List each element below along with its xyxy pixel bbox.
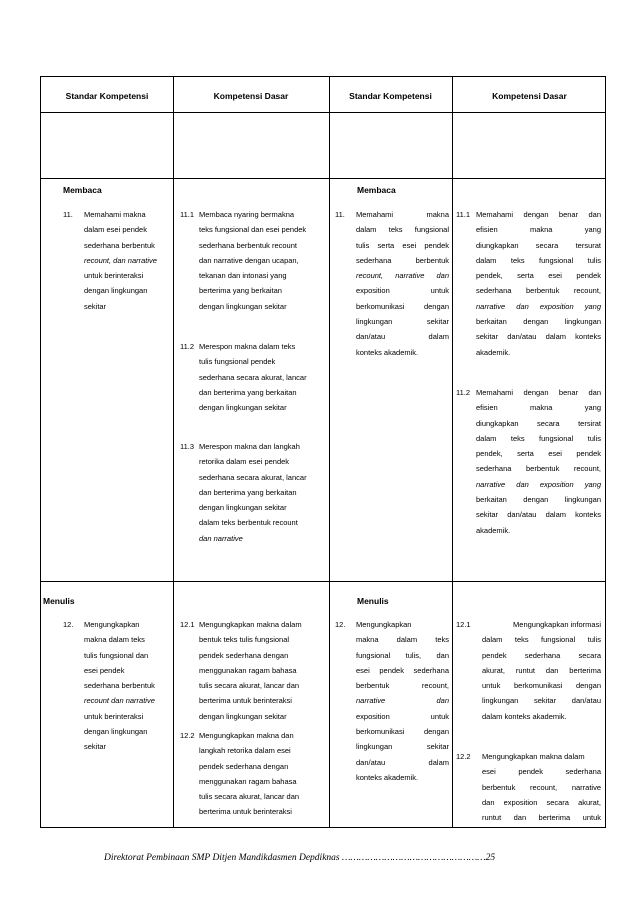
text-line: langkah retorika dalam esei — [199, 746, 291, 756]
text-line: sederhana berbentuk recount, — [476, 464, 601, 474]
text-line: narrative dan exposition yang — [476, 479, 601, 489]
text-line: tulis fungsional dan — [84, 650, 149, 660]
text-line: akademik. — [476, 525, 511, 535]
item-number: 11. — [63, 210, 73, 219]
text-line: sekitar dan/atau dalam konteks — [476, 332, 601, 342]
text-line: menggunakan ragam bahasa — [199, 665, 297, 675]
text-line: Memahami dengan benar dan — [476, 388, 601, 397]
text-line: akademik. — [476, 347, 511, 357]
section-menulis-left: Menulis — [43, 596, 75, 606]
item-number: 12.2 — [180, 731, 195, 740]
text-line: Membaca nyaring bermakna — [199, 210, 295, 219]
item-number: 11.1 — [456, 210, 471, 219]
text-line: berbentuk recount, narrative — [482, 782, 601, 792]
text-line: sederhana berbentuk — [84, 240, 155, 250]
text-line: Memahami makna — [84, 210, 146, 219]
text-line: dan/atau dalam — [356, 332, 449, 342]
text-line: tekanan dan intonasi yang — [199, 271, 287, 281]
header-kompetensi-dasar-2: Kompetensi Dasar — [492, 91, 567, 101]
text-line: dan exposition secara akurat, — [482, 797, 601, 807]
header-standar-kompetensi-2: Standar Kompetensi — [349, 91, 432, 101]
text-line: dalam esei pendek — [84, 225, 147, 235]
item-number: 12. — [335, 620, 346, 629]
section-membaca-left: Membaca — [63, 185, 102, 195]
text-line: sekitar dan/atau dalam konteks — [476, 510, 601, 520]
text-line: esei pendek sederhana — [482, 767, 601, 777]
text-line: pendek, serta esei pendek — [476, 271, 601, 281]
text-line: diungkapkan secara tersurat — [476, 240, 601, 250]
text-line: sekitar — [84, 742, 107, 752]
text-line: Mengungkapkan makna dan — [199, 731, 294, 740]
text-line: akurat, runtut dan berterima — [482, 665, 601, 675]
text-line: dalam teks berbentuk recount — [199, 518, 298, 528]
text-line: dengan lingkungan sekitar — [199, 711, 287, 721]
item-number: 11.1 — [180, 210, 195, 219]
text-line: exposition untuk — [356, 711, 449, 721]
text-line: pendek sederhana secara — [482, 650, 601, 660]
section-menulis-right: Menulis — [357, 596, 389, 606]
text-line: dan narrative — [199, 533, 243, 543]
text-line: untuk berinteraksi — [84, 711, 144, 721]
text-line: Memahami dengan benar dan — [476, 210, 601, 219]
column-divider — [173, 77, 174, 827]
text-line: dan berterima yang berkaitan — [199, 387, 297, 397]
text-line: berkaitan dengan lingkungan — [476, 495, 601, 505]
text-line: tulis fungsional pendek — [199, 357, 276, 367]
text-line: fungsional tulis, dan — [356, 650, 449, 660]
text-line: dengan lingkungan sekitar — [199, 503, 287, 513]
text-line: berkomunikasi dengan — [356, 727, 449, 737]
text-line: efisien makna yang — [476, 403, 601, 413]
header-kompetensi-dasar-1: Kompetensi Dasar — [213, 91, 289, 101]
text-line: sederhana berbentuk recount, — [476, 286, 601, 296]
text-line: dalam teks fungsional — [356, 225, 449, 235]
text-line: berterima yang berkaitan — [199, 286, 282, 296]
text-line: konteks akademik. — [356, 772, 419, 782]
item-number: 12.2 — [456, 752, 471, 761]
item-number: 11.2 — [180, 342, 195, 351]
text-line: dalam teks fungsional tulis — [482, 635, 601, 645]
text-line: recount dan narrative — [84, 696, 155, 706]
text-line: dengan lingkungan — [84, 727, 148, 737]
text-line: berbentuk recount, — [356, 681, 449, 691]
item-number: 11. — [335, 210, 345, 219]
text-line: teks fungsional dan esei pendek — [199, 225, 307, 235]
text-line: makna dalam teks — [356, 635, 449, 645]
item-number: 11.3 — [180, 442, 195, 451]
text-line: berterima untuk berinteraksi — [199, 696, 292, 706]
text-line: berterima untuk berinteraksi — [199, 807, 292, 817]
text-line: runtut dan berterima untuk — [482, 813, 601, 823]
text-line: sederhana berbentuk — [356, 255, 449, 265]
text-line: dan/atau dalam — [356, 757, 449, 767]
text-line: dalam konteks akademik. — [482, 711, 567, 721]
text-line: lingkungan sekitar — [356, 742, 449, 752]
item-number: 11.2 — [456, 388, 471, 397]
text-line: Merespon makna dalam teks — [199, 342, 296, 351]
text-line: bentuk teks tulis fungsional — [199, 635, 290, 645]
text-line: pendek, serta esei pendek — [476, 449, 601, 459]
text-line: recount, dan narrative — [84, 255, 157, 265]
text-line: esei pendek — [84, 665, 125, 675]
text-line: sederhana secara akurat, lancar — [199, 372, 307, 382]
text-line: dengan lingkungan sekitar — [199, 301, 287, 311]
text-line: tulis secara akurat, lancar dan — [199, 792, 300, 802]
row-divider — [41, 581, 605, 582]
text-line: efisien makna yang — [476, 225, 601, 235]
text-line: dan berterima yang berkaitan — [199, 487, 297, 497]
item-number: 12. — [63, 620, 74, 629]
text-line: Mengungkapkan informasi — [513, 620, 601, 629]
column-divider — [329, 77, 330, 827]
text-line: dengan lingkungan — [84, 286, 148, 296]
text-line: untuk berinteraksi — [84, 271, 144, 281]
text-line: Merespon makna dan langkah — [199, 442, 300, 451]
row-divider — [41, 178, 605, 179]
text-line: sekitar — [84, 301, 107, 311]
section-membaca-right: Membaca — [357, 185, 396, 195]
text-line: konteks akademik. — [356, 347, 419, 357]
text-line: berkomunikasi dengan — [356, 301, 449, 311]
text-line: makna dalam teks — [84, 635, 145, 645]
text-line: lingkungan sekitar — [356, 317, 449, 327]
text-line: dalam teks fungsional tulis — [476, 433, 601, 443]
text-line: exposition untuk — [356, 286, 449, 296]
text-line: berkaitan dengan lingkungan — [476, 317, 601, 327]
text-line: narrative dan — [356, 696, 449, 706]
text-line: tulis serta esei pendek — [356, 240, 449, 250]
text-line: sederhana berbentuk recount — [199, 240, 297, 250]
header-standar-kompetensi-1: Standar Kompetensi — [65, 91, 149, 101]
text-line: dengan lingkungan sekitar — [199, 403, 287, 413]
text-line: narrative dan exposition yang — [476, 301, 601, 311]
competency-table — [40, 76, 606, 828]
text-line: Mengungkapkan — [84, 620, 140, 629]
text-line: Mengungkapkan makna dalam — [482, 752, 585, 761]
item-number: 12.1 — [456, 620, 471, 629]
item-number: 12.1 — [180, 620, 195, 629]
text-line: untuk berkomunikasi dengan — [482, 681, 601, 691]
text-line: dalam teks fungsional tulis — [476, 255, 601, 265]
text-line: Mengungkapkan — [356, 620, 412, 629]
text-line: recount, narrative dan — [356, 271, 449, 281]
text-line: sederhana secara akurat, lancar — [199, 472, 307, 482]
text-line: tulis secara akurat, lancar dan — [199, 681, 300, 691]
text-line: menggunakan ragam bahasa — [199, 776, 297, 786]
text-line: dan narrative dengan ucapan, — [199, 255, 299, 265]
text-line: pendek sederhana dengan — [199, 761, 289, 771]
text-line: pendek sederhana dengan — [199, 650, 289, 660]
text-line: lingkungan sekitar dan/atau — [482, 696, 601, 706]
text-line: Mengungkapkan makna dalam — [199, 620, 302, 629]
text-line: sederhana berbentuk — [84, 681, 155, 691]
text-line: Memahami makna — [356, 210, 449, 219]
header-divider — [41, 112, 605, 113]
text-line: esei pendek sederhana — [356, 665, 449, 675]
column-divider — [452, 77, 453, 827]
text-line: retorika dalam esei pendek — [199, 457, 290, 467]
text-line: diungkapkan secara tersirat — [476, 418, 601, 428]
page-footer: Direktorat Pembinaan SMP Ditjen Mandikdasmen Depdiknas ……………………………………………25 — [104, 853, 496, 863]
